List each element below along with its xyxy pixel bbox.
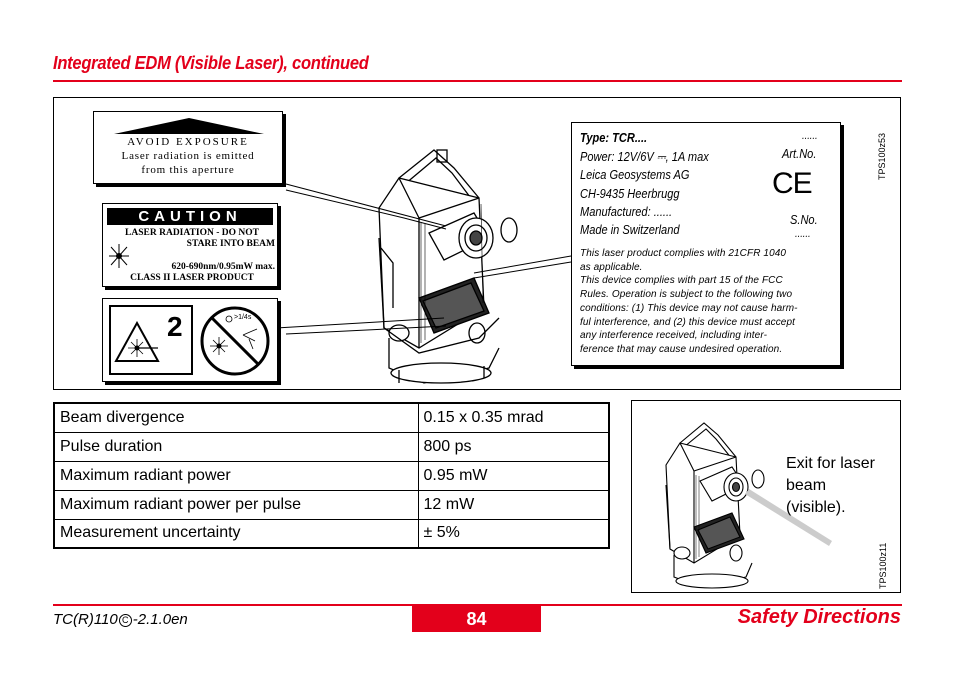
laser-class-sign [102,298,278,382]
laser-labels-figure [53,97,901,390]
spec-label: Maximum radiant power per pulse [54,490,418,519]
compliance-line: ful interference, and (2) this device must accept [580,316,796,328]
spec-label: Maximum radiant power [54,461,418,490]
plate-serial-dots: ...... [795,228,811,240]
laser-exit-callout [786,453,875,519]
plate-art-no: Art.No. [782,146,817,161]
page-number: 84 [412,606,541,632]
figure-code: TPS100z53 [877,132,887,180]
spec-label: Measurement uncertainty [54,519,418,548]
caution-line: 620-690nm/0.95mW max. [171,262,275,272]
caution-banner: CAUTION [107,208,273,225]
laser-warning-triangle-icon [114,321,160,363]
plate-type-dots: ...... [802,130,818,142]
laser-spec-table [53,402,610,549]
plate-type: Type: TCR.... [580,130,648,145]
spec-label: Beam divergence [54,403,418,432]
plate-made-in: Made in Switzerland [580,222,680,237]
doc-id-main: TC(R)110 [53,611,118,628]
spec-value: 12 mW [418,490,609,519]
avoid-exposure-heading: AVOID EXPOSURE [127,136,249,148]
callout-line: beam [786,477,827,494]
doc-id-suffix: -2.1.0en [132,611,188,628]
table-row [54,461,609,490]
compliance-line: conditions: (1) This device may not cause harm- [580,302,798,314]
spec-value: 0.95 mW [418,461,609,490]
page-section-heading: Integrated EDM (Visible Laser), continued [53,53,369,73]
table-row [54,519,609,548]
plate-city: CH-9435 Heerbrugg [580,186,680,201]
document-id [53,611,188,628]
plate-serial-no: S.No. [790,212,818,227]
compliance-line: ference that may cause undesired operation. [580,343,783,355]
spec-label: Pulse duration [54,432,418,461]
avoid-exposure-line: from this aperture [141,164,235,176]
avoid-exposure-line: Laser radiation is emitted [121,150,255,162]
class-box [109,305,193,375]
spec-value: 800 ps [418,432,609,461]
warning-triangle-icon [114,117,264,135]
compliance-line: This device complies with part 15 of the FCC [580,275,783,287]
laser-exit-figure [631,400,901,593]
figure-code: TPS100z11 [878,542,888,589]
laser-starburst-icon [108,242,130,270]
type-plate [571,122,841,366]
table-row [54,403,609,432]
table-row [54,432,609,461]
caution-label [102,203,278,287]
caution-line: LASER RADIATION - DO NOT [125,228,259,238]
exposure-duration: >1/4s [234,314,252,321]
compliance-line: as applicable. [580,261,643,273]
compliance-line: Rules. Operation is subject to the following two [580,289,793,301]
plate-manufactured: Manufactured: ...... [580,204,673,219]
callout-line: Exit for laser [786,455,875,472]
caution-line: STARE INTO BEAM [186,239,275,249]
avoid-exposure-label [93,111,283,184]
plate-company: Leica Geosystems AG [580,167,690,182]
laser-class-number: 2 [167,311,183,342]
header-rule [53,80,902,82]
section-title: Safety Directions [737,606,901,628]
caution-line: CLASS II LASER PRODUCT [130,273,254,283]
compliance-line: This laser product complies with 21CFR 1040 [580,248,787,259]
spec-value: ± 5% [418,519,609,548]
plate-compliance-text [580,247,836,357]
spec-value: 0.15 x 0.35 mrad [418,403,609,432]
compliance-line: any interference received, including inter- [580,330,767,342]
doc-mark: C [119,614,132,627]
callout-line: (visible). [786,499,846,516]
plate-power: Power: 12V/6V ⎓, 1A max [580,149,709,164]
ce-mark-icon: CE [772,167,812,200]
table-row [54,490,609,519]
